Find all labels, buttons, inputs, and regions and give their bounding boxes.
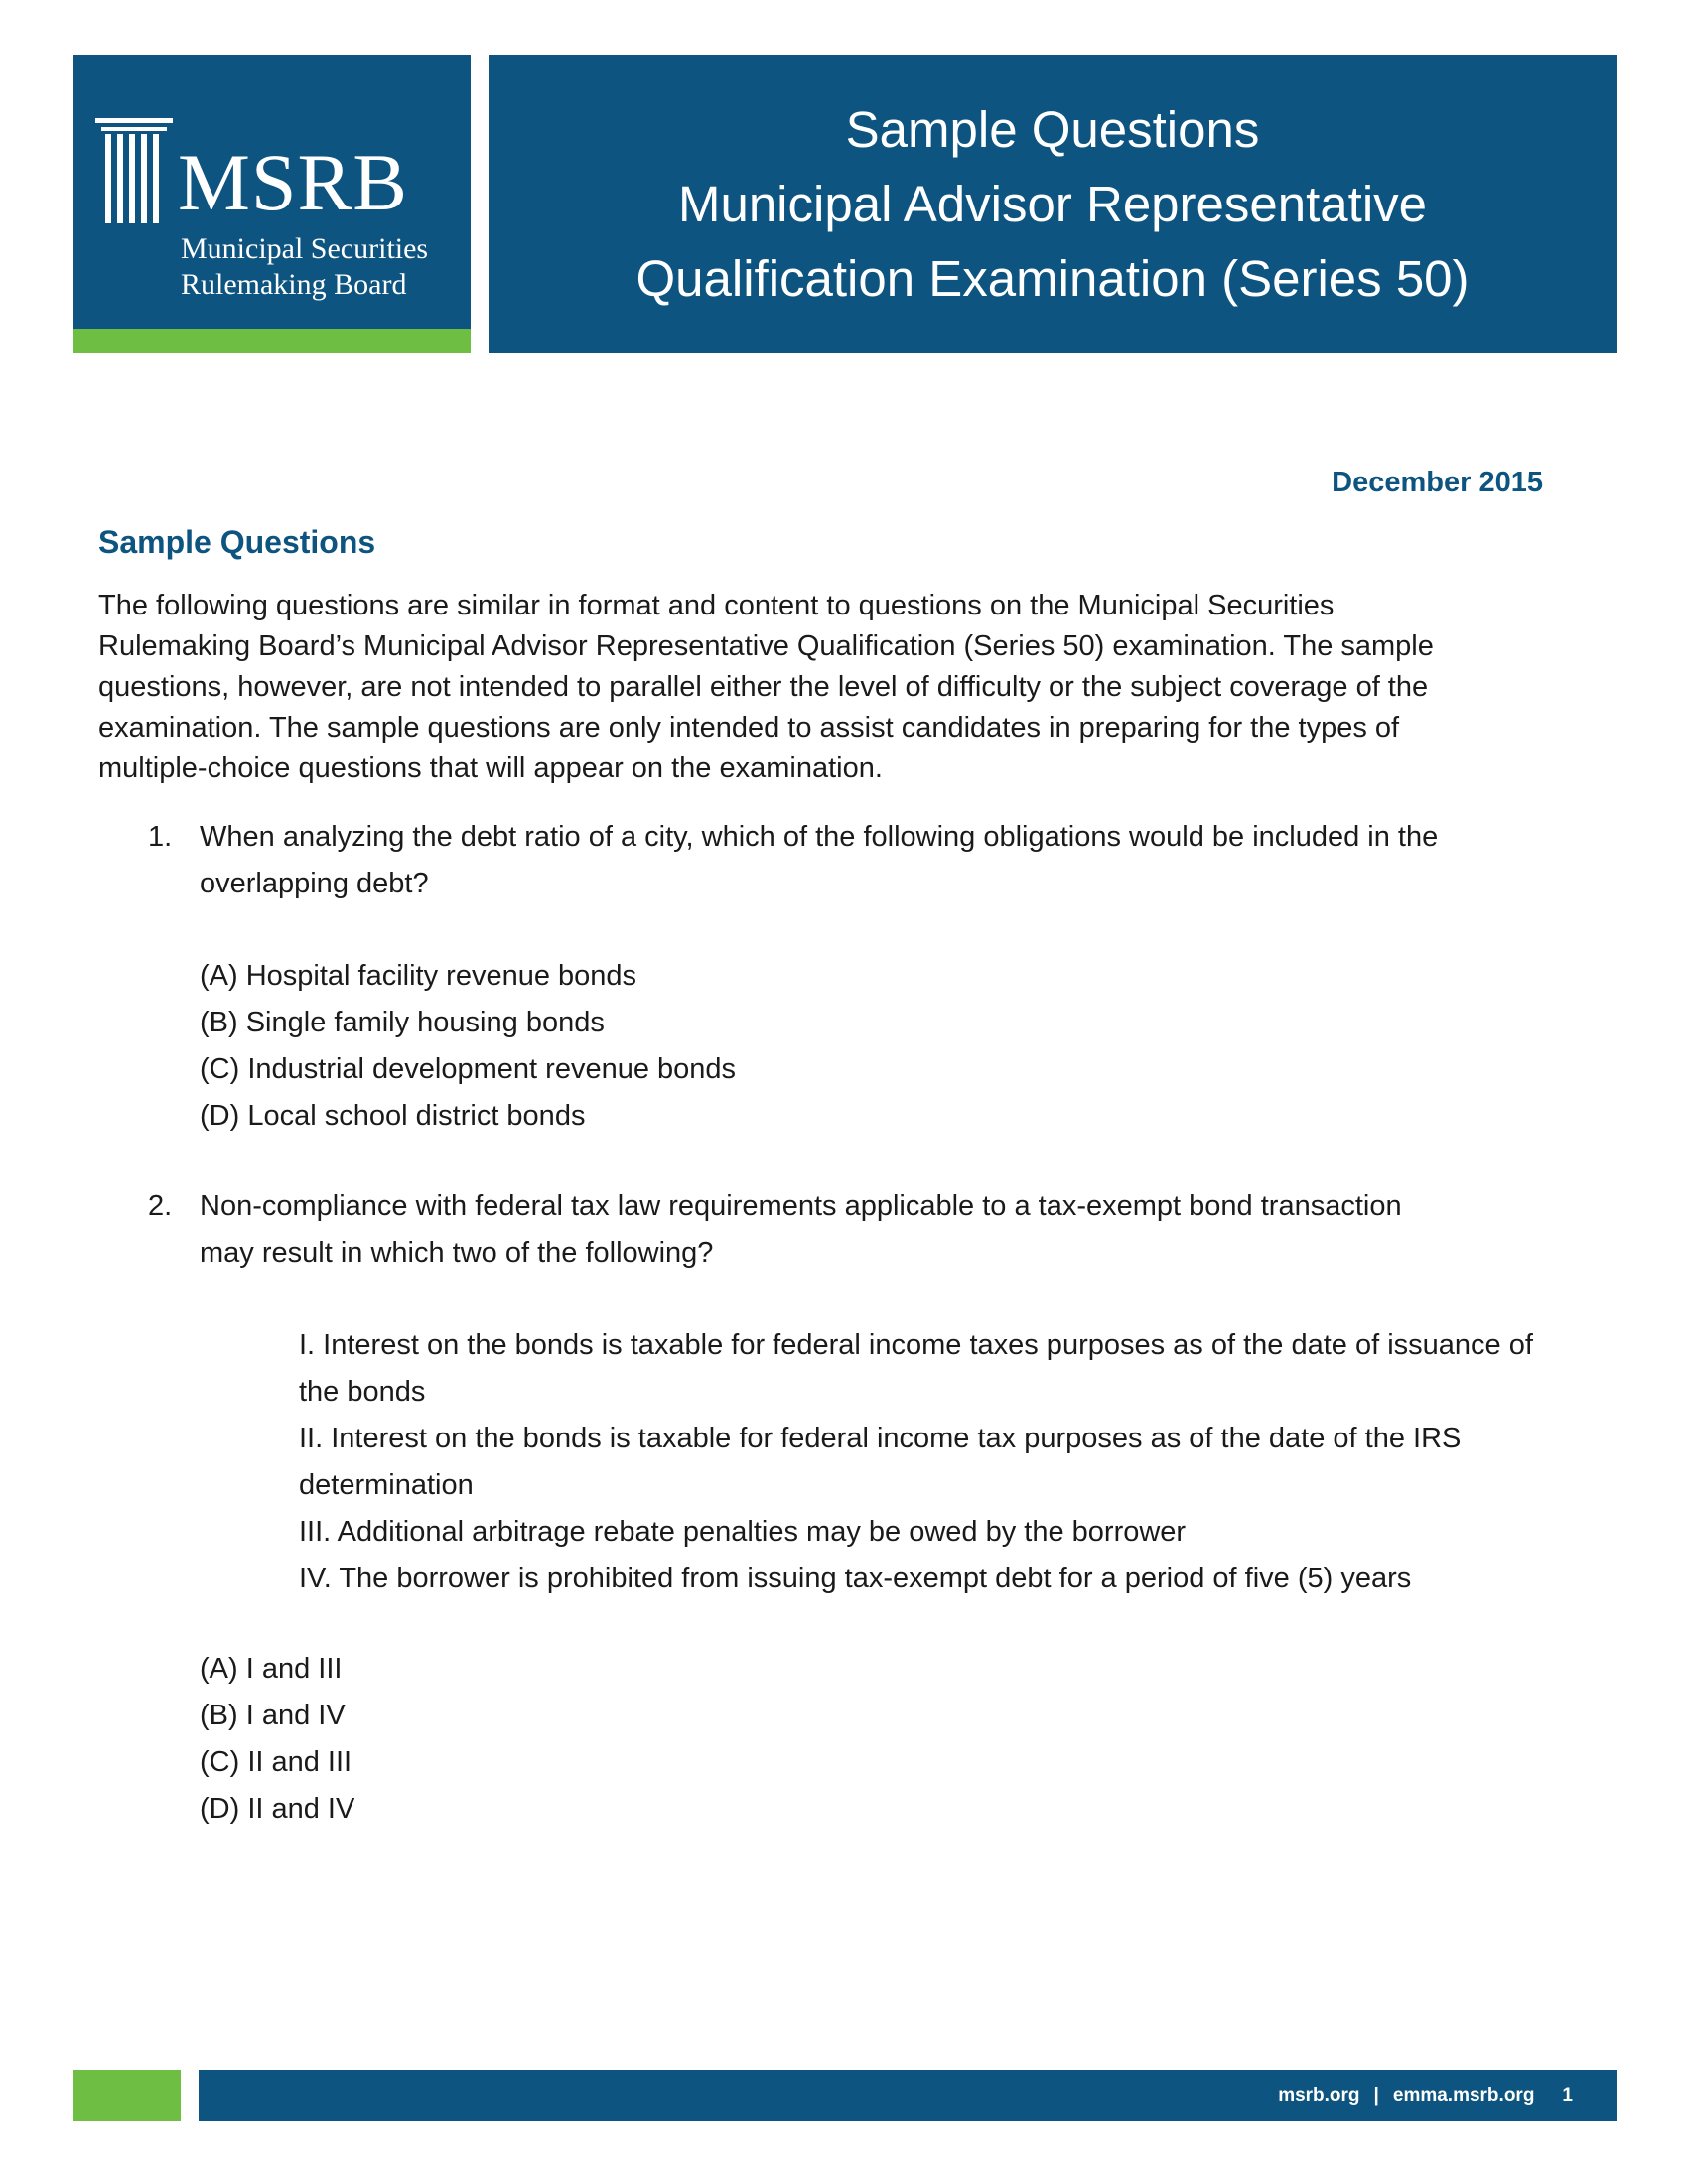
footer-bar — [199, 2070, 1617, 2121]
question-text-line: When analyzing the debt ratio of a city, which of the following obligations would be included in the — [200, 821, 1439, 853]
title-line: Qualification Examination (Series 50) — [635, 250, 1470, 307]
question-text — [200, 814, 1530, 907]
document-date: December 2015 — [1332, 467, 1543, 498]
answer-choice: (C) II and III — [200, 1746, 352, 1778]
footer-accent — [73, 2070, 181, 2121]
column-icon — [95, 118, 173, 227]
logo-subtitle-line: Rulemaking Board — [181, 268, 407, 301]
footer-link-emma[interactable]: emma.msrb.org — [1392, 2085, 1535, 2106]
intro-line: examination. The sample questions are only intended to assist candidates in preparing for the types of — [98, 712, 1400, 744]
logo-name: MSRB — [178, 137, 408, 227]
question-text-line: Non-compliance with federal tax law requirements applicable to a tax-exempt bond transaction — [200, 1190, 1402, 1222]
section-heading: Sample Questions — [98, 524, 376, 560]
intro-line: The following questions are similar in format and content to questions on the Municipal Securities — [98, 590, 1335, 621]
statement: II. Interest on the bonds is taxable for federal income tax purposes as of the date of the IRS determination — [299, 1423, 1462, 1501]
logo-subtitle — [181, 231, 428, 303]
page-number: 1 — [1562, 2085, 1573, 2106]
answer-choice: (A) I and III — [200, 1653, 343, 1685]
answer-choice: (D) II and IV — [200, 1793, 355, 1825]
statement: IV. The borrower is prohibited from issuing tax-exempt debt for a period of five (5) years — [299, 1563, 1412, 1594]
intro-line: questions, however, are not intended to parallel either the level of difficulty or the subject coverage of the — [98, 671, 1429, 703]
logo-accent-bar — [73, 329, 471, 353]
question-text-line: may result in which two of the following? — [200, 1237, 714, 1269]
msrb-logo — [73, 55, 471, 329]
footer-separator: | — [1373, 2085, 1379, 2106]
document-title — [489, 55, 1617, 353]
title-line: Municipal Advisor Representative — [677, 176, 1428, 232]
answer-choices — [200, 1646, 354, 1833]
answer-choice: (B) I and IV — [200, 1700, 346, 1731]
footer-link-msrb[interactable]: msrb.org — [1278, 2085, 1360, 2106]
title-line: Sample Questions — [845, 101, 1260, 158]
answer-choices — [200, 953, 736, 1140]
logo-subtitle-line: Municipal Securities — [181, 232, 429, 265]
intro-paragraph — [98, 586, 1548, 789]
statement-list — [299, 1322, 1550, 1602]
intro-line: Rulemaking Board’s Municipal Advisor Representative Qualification (Series 50) examination. The sample — [98, 630, 1434, 662]
answer-choice: (D) Local school district bonds — [200, 1100, 586, 1132]
answer-choice: (B) Single family housing bonds — [200, 1007, 605, 1038]
answer-choice: (A) Hospital facility revenue bonds — [200, 960, 637, 992]
answer-choice: (C) Industrial development revenue bonds — [200, 1053, 737, 1085]
question-text-line: overlapping debt? — [200, 868, 429, 899]
statement: III. Additional arbitrage rebate penalties may be owed by the borrower — [299, 1516, 1187, 1548]
statement: I. Interest on the bonds is taxable for federal income taxes purposes as of the date of issuance of the bonds — [299, 1329, 1533, 1408]
intro-line: multiple-choice questions that will appear on the examination. — [98, 752, 883, 784]
question-number: 1. — [148, 821, 173, 853]
question-text — [200, 1183, 1530, 1277]
question-number: 2. — [148, 1190, 173, 1222]
